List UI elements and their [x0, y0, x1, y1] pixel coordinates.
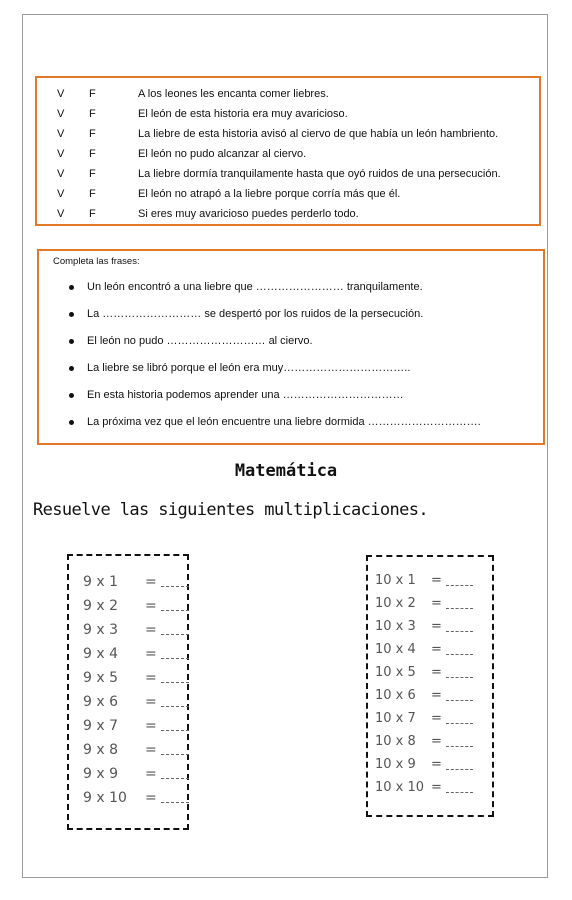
- answer-blank[interactable]: [446, 677, 473, 678]
- answer-blank[interactable]: [161, 610, 189, 611]
- sentence[interactable]: El león no pudo ……………………… al ciervo.: [87, 335, 313, 347]
- multiplication-expression: 10 x 1: [375, 573, 416, 588]
- multiplication-table-10: [366, 555, 494, 817]
- true-false-box: [35, 76, 541, 226]
- tf-row: [37, 164, 539, 184]
- true-option[interactable]: V: [57, 108, 65, 120]
- equals-sign: =: [431, 665, 442, 680]
- sentence[interactable]: La ……………………… se despertó por los ruidos de la persecución.: [87, 308, 424, 320]
- tf-row: [37, 184, 539, 204]
- equals-sign: =: [431, 734, 442, 749]
- multiplication-row: [83, 694, 183, 718]
- answer-blank[interactable]: [161, 706, 189, 707]
- true-option[interactable]: V: [57, 148, 65, 160]
- answer-blank[interactable]: [446, 631, 473, 632]
- multiplication-expression: 10 x 7: [375, 711, 416, 726]
- multiplication-table-9: [67, 554, 189, 830]
- statement: El león no atrapó a la liebre porque corría más que él.: [138, 188, 401, 200]
- answer-blank[interactable]: [161, 730, 189, 731]
- multiplication-expression: 10 x 4: [375, 642, 416, 657]
- complete-sentences-box: [37, 249, 545, 445]
- equals-sign: =: [145, 694, 157, 710]
- false-option[interactable]: F: [89, 108, 96, 120]
- bullet-icon: [69, 393, 74, 398]
- equals-sign: =: [145, 742, 157, 758]
- equals-sign: =: [145, 766, 157, 782]
- multiplication-row: [83, 718, 183, 742]
- multiplication-row: [83, 598, 183, 622]
- multiplication-expression: 9 x 8: [83, 742, 118, 758]
- answer-blank[interactable]: [446, 585, 473, 586]
- bullet-icon: [69, 312, 74, 317]
- answer-blank[interactable]: [446, 700, 473, 701]
- answer-blank[interactable]: [446, 792, 473, 793]
- sentence[interactable]: La liebre se libró porque el león era muy……………………………..: [87, 362, 411, 374]
- statement: El león no pudo alcanzar al ciervo.: [138, 148, 307, 160]
- answer-blank[interactable]: [446, 746, 473, 747]
- equals-sign: =: [145, 598, 157, 614]
- statement: A los leones les encanta comer liebres.: [138, 88, 329, 100]
- multiplication-expression: 10 x 6: [375, 688, 416, 703]
- equals-sign: =: [145, 670, 157, 686]
- bullet-icon: [69, 366, 74, 371]
- multiplication-expression: 10 x 8: [375, 734, 416, 749]
- false-option[interactable]: F: [89, 208, 96, 220]
- statement: La liebre de esta historia avisó al ciervo de que había un león hambriento.: [138, 128, 499, 140]
- true-option[interactable]: V: [57, 88, 65, 100]
- tf-row: [37, 204, 539, 224]
- multiplication-row: [83, 790, 183, 814]
- multiplication-expression: 9 x 3: [83, 622, 118, 638]
- equals-sign: =: [431, 619, 442, 634]
- multiplication-expression: 9 x 1: [83, 574, 118, 590]
- answer-blank[interactable]: [161, 778, 189, 779]
- sentence[interactable]: En esta historia podemos aprender una ……………………………: [87, 389, 404, 401]
- multiplication-row: [83, 766, 183, 790]
- multiplication-row: [375, 757, 485, 780]
- equals-sign: =: [145, 790, 157, 806]
- multiplication-row: [375, 573, 485, 596]
- multiplication-expression: 9 x 10: [83, 790, 127, 806]
- tf-row: [37, 124, 539, 144]
- multiplication-expression: 10 x 10: [375, 780, 425, 795]
- answer-blank[interactable]: [161, 802, 189, 803]
- equals-sign: =: [431, 688, 442, 703]
- multiplication-expression: 10 x 9: [375, 757, 416, 772]
- true-option[interactable]: V: [57, 208, 65, 220]
- math-title: Matemática: [234, 461, 338, 481]
- multiplication-row: [375, 642, 485, 665]
- multiplication-expression: 9 x 5: [83, 670, 118, 686]
- bullet-icon: [69, 285, 74, 290]
- multiplication-row: [375, 665, 485, 688]
- false-option[interactable]: F: [89, 148, 96, 160]
- bullet-icon: [69, 420, 74, 425]
- tf-row: [37, 104, 539, 124]
- multiplication-row: [375, 596, 485, 619]
- false-option[interactable]: F: [89, 128, 96, 140]
- multiplication-row: [83, 622, 183, 646]
- multiplication-row: [83, 670, 183, 694]
- answer-blank[interactable]: [446, 723, 473, 724]
- true-option[interactable]: V: [57, 188, 65, 200]
- tf-row: [37, 84, 539, 104]
- multiplication-row: [375, 734, 485, 757]
- multiplication-expression: 9 x 9: [83, 766, 118, 782]
- equals-sign: =: [145, 718, 157, 734]
- tf-row: [37, 144, 539, 164]
- multiplication-row: [375, 619, 485, 642]
- answer-blank[interactable]: [446, 608, 473, 609]
- false-option[interactable]: F: [89, 188, 96, 200]
- multiplication-expression: 9 x 6: [83, 694, 118, 710]
- true-option[interactable]: V: [57, 168, 65, 180]
- sentence[interactable]: Un león encontró a una liebre que …………………… tranquilamente.: [87, 281, 423, 293]
- equals-sign: =: [431, 642, 442, 657]
- answer-blank[interactable]: [161, 754, 189, 755]
- equals-sign: =: [431, 780, 442, 795]
- multiplication-expression: 10 x 5: [375, 665, 416, 680]
- multiplication-expression: 9 x 7: [83, 718, 118, 734]
- multiplication-row: [375, 688, 485, 711]
- equals-sign: =: [145, 574, 157, 590]
- answer-blank[interactable]: [161, 634, 189, 635]
- equals-sign: =: [431, 757, 442, 772]
- multiplication-expression: 9 x 4: [83, 646, 118, 662]
- multiplication-row: [83, 742, 183, 766]
- equals-sign: =: [431, 573, 442, 588]
- bullet-icon: [69, 339, 74, 344]
- equals-sign: =: [145, 646, 157, 662]
- multiplication-expression: 9 x 2: [83, 598, 118, 614]
- answer-blank[interactable]: [446, 654, 473, 655]
- true-option[interactable]: V: [57, 128, 65, 140]
- multiplication-expression: 10 x 2: [375, 596, 416, 611]
- answer-blank[interactable]: [446, 769, 473, 770]
- false-option[interactable]: F: [89, 88, 96, 100]
- equals-sign: =: [145, 622, 157, 638]
- answer-blank[interactable]: [161, 682, 189, 683]
- sentence[interactable]: La próxima vez que el león encuentre una liebre dormida ………………………….: [87, 416, 481, 428]
- multiplication-row: [83, 574, 183, 598]
- equals-sign: =: [431, 596, 442, 611]
- complete-title: Completa las frases:: [53, 256, 140, 267]
- statement: Si eres muy avaricioso puedes perderlo todo.: [138, 208, 359, 220]
- false-option[interactable]: F: [89, 168, 96, 180]
- statement: El león de esta historia era muy avaricioso.: [138, 108, 348, 120]
- answer-blank[interactable]: [161, 658, 189, 659]
- equals-sign: =: [431, 711, 442, 726]
- multiplication-row: [375, 780, 485, 803]
- multiplication-row: [83, 646, 183, 670]
- math-instruction: Resuelve las siguientes multiplicaciones.: [33, 500, 429, 520]
- multiplication-expression: 10 x 3: [375, 619, 416, 634]
- statement: La liebre dormía tranquilamente hasta que oyó ruidos de una persecución.: [138, 168, 501, 180]
- multiplication-row: [375, 711, 485, 734]
- answer-blank[interactable]: [161, 586, 189, 587]
